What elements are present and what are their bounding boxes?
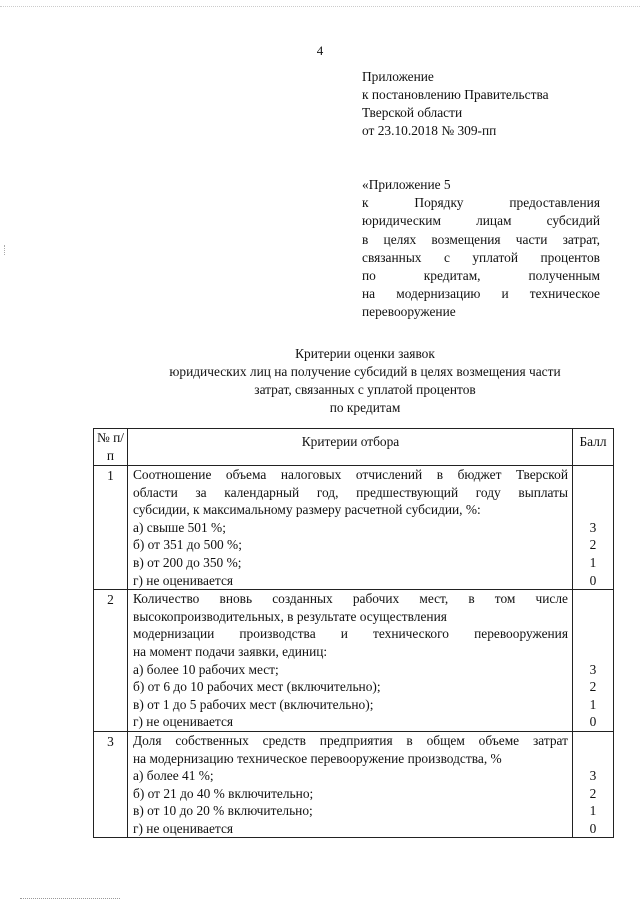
score-value: 3 bbox=[589, 519, 597, 535]
criteria-line: г) не оценивается bbox=[133, 714, 234, 730]
criteria-line: на момент подачи заявки, единиц: bbox=[133, 643, 328, 659]
criteria-line: а) свыше 501 %; bbox=[133, 519, 226, 535]
score-value: 1 bbox=[589, 696, 597, 712]
score-value: 1 bbox=[589, 803, 597, 819]
score-value: 0 bbox=[589, 714, 597, 730]
score-value bbox=[573, 590, 613, 608]
criteria-line: в) от 200 до 350 %; bbox=[133, 554, 242, 570]
score-value: 2 bbox=[589, 537, 597, 553]
appendix-line: Тверской области bbox=[362, 105, 463, 120]
title-line: по кредитам bbox=[329, 400, 401, 415]
table-row bbox=[94, 590, 614, 732]
score-value bbox=[573, 643, 613, 661]
score-value: 2 bbox=[589, 785, 597, 801]
score-value bbox=[573, 750, 613, 768]
criteria-line: г) не оценивается bbox=[133, 820, 234, 836]
row-criteria bbox=[128, 731, 573, 838]
row-scores bbox=[573, 466, 614, 590]
criteria-line: б) от 351 до 500 %; bbox=[133, 537, 242, 553]
title-line: Критерии оценки заявок bbox=[295, 346, 435, 361]
appendix-line: к постановлению Правительства bbox=[362, 87, 549, 102]
annex-line: связанных с уплатой процентов bbox=[362, 249, 600, 265]
header-num: № п/п bbox=[94, 429, 128, 466]
appendix-line: от 23.10.2018 № 309-пп bbox=[362, 123, 497, 138]
score-value bbox=[573, 732, 613, 750]
annex-header bbox=[362, 176, 600, 322]
criteria-line: субсидии, к максимальному размеру расчетной субсидии, %: bbox=[133, 502, 481, 518]
appendix-header bbox=[362, 68, 602, 140]
row-criteria bbox=[128, 590, 573, 732]
header-score: Балл bbox=[573, 429, 614, 466]
scan-edge-top bbox=[0, 6, 640, 8]
score-value: 0 bbox=[589, 820, 597, 836]
title-line: затрат, связанных с уплатой процентов bbox=[254, 382, 476, 397]
criteria-line: Соотношение объема налоговых отчислений в бюджет Тверской bbox=[133, 467, 568, 482]
title-line: юридических лиц на получение субсидий в целях возмещения части bbox=[169, 364, 561, 379]
criteria-line: а) более 10 рабочих мест; bbox=[133, 661, 279, 677]
score-value bbox=[573, 608, 613, 626]
score-value bbox=[573, 466, 613, 484]
score-value bbox=[573, 484, 613, 502]
table-row bbox=[94, 731, 614, 838]
page-number: 4 bbox=[316, 43, 324, 58]
annex-line: по кредитам, полученным bbox=[362, 268, 600, 284]
score-value bbox=[573, 501, 613, 519]
document-title bbox=[130, 345, 600, 417]
row-number: 3 bbox=[94, 731, 128, 838]
criteria-line: в) от 1 до 5 рабочих мест (включительно); bbox=[133, 696, 374, 712]
score-value: 3 bbox=[589, 661, 597, 677]
criteria-line: области за календарный год, предшествующий году выплаты bbox=[133, 484, 568, 500]
score-value bbox=[573, 625, 613, 643]
annex-line: в целях возмещения части затрат, bbox=[362, 231, 600, 247]
criteria-line: модернизации производства и технического перевооружения bbox=[133, 626, 568, 642]
appendix-line: Приложение bbox=[362, 69, 434, 84]
annex-line: «Приложение 5 bbox=[362, 177, 451, 192]
criteria-line: г) не оценивается bbox=[133, 572, 234, 588]
row-number: 1 bbox=[94, 466, 128, 590]
row-scores bbox=[573, 731, 614, 838]
criteria-line: Количество вновь созданных рабочих мест, в том числе bbox=[133, 591, 568, 607]
table-header-row bbox=[94, 429, 614, 466]
criteria-line: высокопроизводительных, в результате осуществления bbox=[133, 608, 447, 624]
scan-mark-left bbox=[4, 245, 9, 255]
score-value: 2 bbox=[589, 679, 597, 695]
table-row bbox=[94, 466, 614, 590]
score-value: 1 bbox=[589, 554, 597, 570]
scan-edge-bottom bbox=[20, 898, 120, 900]
score-value: 0 bbox=[589, 572, 597, 588]
criteria-line: на модернизацию техническое перевооружение производства, % bbox=[133, 750, 502, 766]
row-scores bbox=[573, 590, 614, 732]
annex-line: юридическим лицам субсидий bbox=[362, 213, 600, 229]
score-value: 3 bbox=[589, 768, 597, 784]
criteria-line: Доля собственных средств предприятия в общем объеме затрат bbox=[133, 732, 568, 748]
criteria-table bbox=[93, 428, 614, 838]
annex-line: к Порядку предоставления bbox=[362, 195, 600, 211]
criteria-line: в) от 10 до 20 % включительно; bbox=[133, 803, 313, 819]
annex-line: перевооружение bbox=[362, 304, 456, 320]
criteria-line: б) от 6 до 10 рабочих мест (включительно); bbox=[133, 679, 381, 695]
header-criteria: Критерии отбора bbox=[128, 429, 573, 466]
criteria-line: б) от 21 до 40 % включительно; bbox=[133, 785, 314, 801]
row-criteria bbox=[128, 466, 573, 590]
annex-line: на модернизацию и техническое bbox=[362, 286, 600, 302]
criteria-line: а) более 41 %; bbox=[133, 768, 214, 784]
row-number: 2 bbox=[94, 590, 128, 732]
